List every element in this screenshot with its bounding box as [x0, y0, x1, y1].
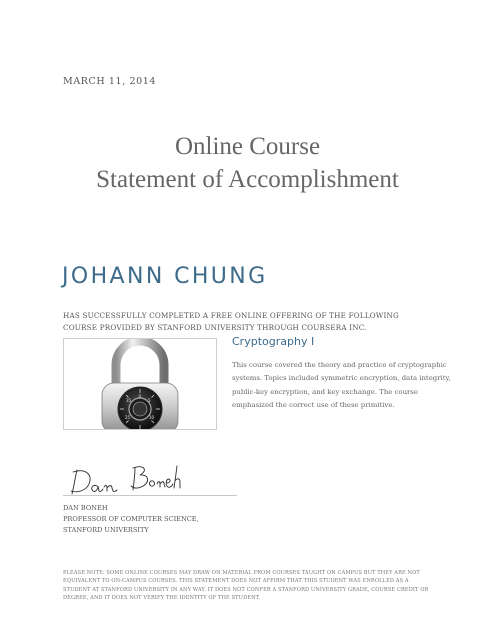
signer-block [63, 503, 199, 537]
signature-line [63, 495, 237, 496]
issue-date: MARCH 11, 2014 [63, 76, 157, 87]
course-image [63, 338, 217, 430]
padlock-icon [64, 339, 216, 429]
svg-text:0: 0 [138, 394, 142, 399]
svg-text:35: 35 [126, 398, 132, 403]
signature-image [63, 460, 238, 497]
signer-organization: STANFORD UNIVERSITY [63, 526, 149, 535]
signature [63, 460, 238, 497]
recipient-name: JOHANN CHUNG [62, 264, 268, 289]
disclaimer-note: PLEASE NOTE: SOME ONLINE COURSES MAY DRAW ON MATERIAL FROM COURSES TAUGHT ON CAMPUS BUT THEY ARE NOT EQUIVALENT TO ON-CAMPUS COURSES. THIS STATEMENT DOES NOT AFFIRM THAT THIS STUDENT WAS ENROLLED AS A STUDENT AT STANFORD UNIVERSITY IN ANY WAY. IT DOES NOT CONFER A STANFORD UNIVERSITY GRADE, COURSE CREDIT OR DEGREE, AND IT DOES NOT VERIFY THE IDENTITY OF THE STUDENT. [63, 570, 429, 601]
svg-text:5: 5 [148, 398, 151, 403]
certificate-title-line-2: Statement of Accomplishment [96, 166, 399, 193]
course-description: This course covered the theory and practice of cryptographic systems. Topics included symmetric encryption, data integrity, public-key encryption, and key exchange. The course emphasized the correct use of these primitive. [232, 361, 451, 409]
completion-statement: HAS SUCCESSFULLY COMPLETED A FREE ONLINE OFFERING OF THE FOLLOWING COURSE PROVIDED BY STANFORD UNIVERSITY THROUGH COURSERA INC. [63, 311, 399, 332]
certificate-title-line-1: Online Course [174, 133, 321, 160]
svg-text:10: 10 [149, 415, 155, 420]
signer-name: DAN BONEH [63, 504, 108, 512]
signer-title: PROFESSOR OF COMPUTER SCIENCE, [63, 515, 199, 524]
svg-text:25: 25 [125, 415, 131, 420]
course-name: Cryptography I [232, 335, 315, 348]
